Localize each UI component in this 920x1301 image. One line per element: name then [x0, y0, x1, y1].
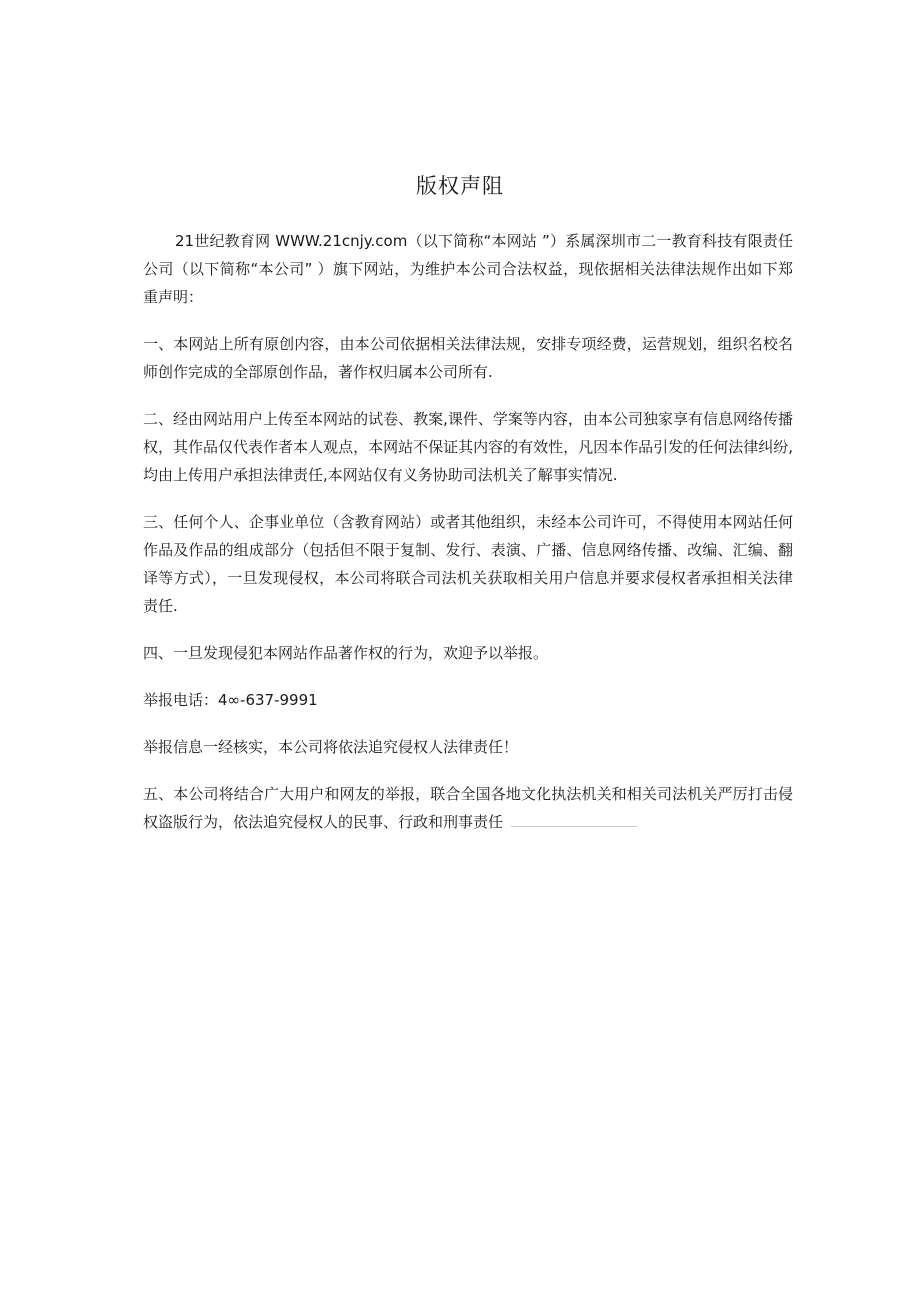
clause-3-paragraph: 三、任何个人、企事业单位（含教育网站）或者其他组织，未经本公司许可，不得使用本网站任何作品及作品的组成部分（包括但不限于复制、发行、表演、广播、信息网络传播、改编、汇编、翻译等方式），一旦发现侵权，本公司将联合司法机关获取相关用户信息并要求侵权者承担相关法律责任. [143, 513, 793, 615]
clause-5-paragraph [143, 780, 793, 836]
clause-5-text: 五、本公司将结合广大用户和网友的举报，联合全国各地文化执法机关和相关司法机关严厉打击侵权盗版行为，依法追究侵权人的民事、行政和刑事责任 [143, 785, 793, 831]
clause-1-paragraph: 一、本网站上所有原创内容，由本公司依据相关法律法规，安排专项经费，运营规划，组织名校名师创作完成的全部原创作品，著作权归属本公司所有. [143, 335, 793, 381]
trailing-underline [511, 816, 637, 827]
verify-notice-paragraph: 举报信息一经核实，本公司将依法追究侵权人法律责任！ [143, 738, 519, 756]
hotline-paragraph: 举报电话：4∞-637-9991 [143, 691, 318, 709]
document-title: 版权声阻 [416, 174, 504, 198]
clause-2-paragraph: 二、经由网站用户上传至本网站的试卷、教案,课件、学案等内容，由本公司独家享有信息网络传播权，其作品仅代表作者本人观点，本网站不保证其内容的有效性，凡因本作品引发的任何法律纠纷,均由上传用户承担法律责任,本网站仅有义务协助司法机关了解事实情况. [143, 410, 793, 484]
clause-4-paragraph: 四、一旦发现侵犯本网站作品著作权的行为，欢迎予以举报。 [143, 644, 549, 662]
document-body [143, 227, 793, 836]
intro-paragraph: 21世纪教育网 WWW.21cnjy.com（以下简称“本网站 ”）系属深圳市二一教育科技有限责任公司（以下简称“本公司” ）旗下网站，为维护本公司合法权益，现依据相关法律法规作出如下郑重声明： [143, 232, 793, 306]
